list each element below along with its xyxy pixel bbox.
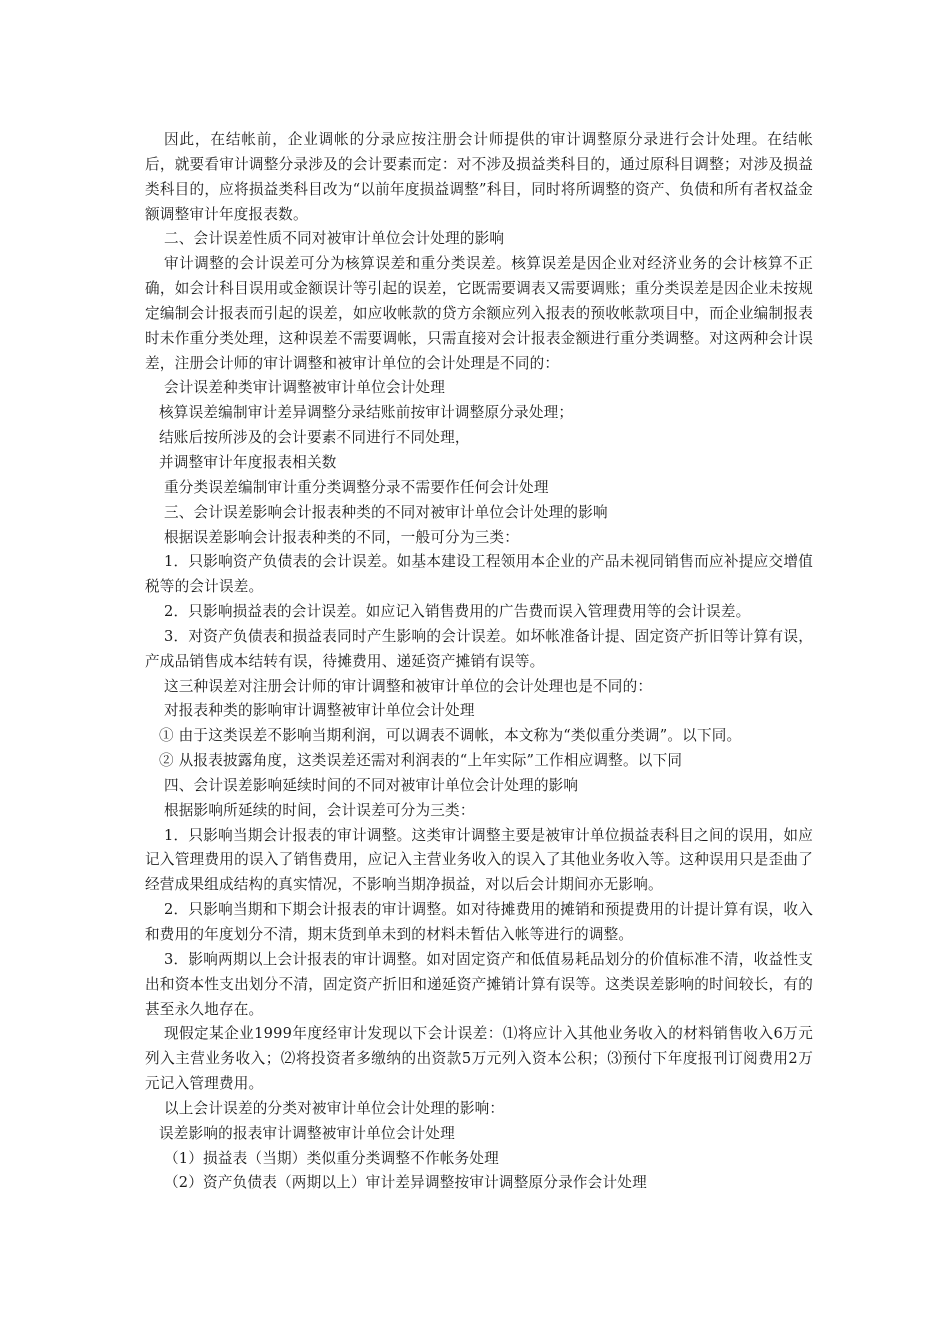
table-header-3: 误差影响的报表审计调整被审计单位会计处理 (159, 1124, 455, 1142)
paragraph-impact: 以上会计误差的分类对被审计单位会计处理的影响： (163, 1099, 505, 1117)
table-row-1: 核算误差编制审计差异调整分录结账前按审计调整原分录处理； (159, 404, 574, 422)
section-heading-4: 四、会计误差影响延续时间的不同对被审计单位会计处理的影响 (163, 776, 579, 794)
table-row-3-2: （2）资产负债表（两期以上）审计差异调整按审计调整原分录作会计处理 (163, 1174, 647, 1192)
table-header-1: 会计误差种类审计调整被审计单位会计处理 (163, 379, 446, 397)
list-item-3-1: 1．只影响资产负债表的会计误差。如基本建设工程领用本企业的产品未视同销售而应补提应交增值税等的会计误差。 (145, 553, 813, 596)
section-heading-3: 三、会计误差影响会计报表种类的不同对被审计单位会计处理的影响 (163, 503, 608, 521)
document-body (145, 128, 813, 1196)
paragraph-summary-3: 这三种误差对注册会计师的审计调整和被审计单位的会计处理也是不同的： (163, 677, 653, 695)
paragraph-1: 因此，在结帐前，企业调帐的分录应按注册会计师提供的审计调整原分录进行会计处理。在结帐后，就要看审计调整分录涉及的会计要素而定：对不涉及损益类科目的，通过原科目调整；对涉及损益类科目的，应将损益类科目改为“以前年度损益调整”科目，同时将所调整的资产、负债和所有者权益金额调整审计年度报表数。 (145, 131, 813, 223)
section-heading-2: 二、会计误差性质不同对被审计单位会计处理的影响 (163, 230, 505, 248)
list-item-4-1: 1．只影响当期会计报表的审计调整。这类审计调整主要是被审计单位损益表科目之间的误用，如应记入管理费用的误入了销售费用，应记入主营业务收入的误入了其他业务收入等。这种误用只是歪曲了经营成果组成结构的真实情况，不影响当期净损益，对以后会计期间亦无影响。 (145, 826, 813, 894)
footnote-1: ① 由于这类误差不影响当期利润，可以调表不调帐，本文称为“类似重分类调”。以下同。 (159, 727, 742, 745)
table-row-1-cont: 结账后按所涉及的会计要素不同进行不同处理， (159, 429, 470, 447)
list-item-3-2: 2．只影响损益表的会计误差。如应记入销售费用的广告费而误入管理费用等的会计误差。 (163, 603, 751, 621)
list-item-4-3: 3．影响两期以上会计报表的审计调整。如对固定资产和低值易耗品划分的价值标准不清，收益性支出和资本性支出划分不清，固定资产折旧和递延资产摊销计算有误等。这类误差影响的时间较长，有的甚至永久地存在。 (145, 950, 813, 1018)
paragraph-example: 现假定某企业1999年度经审计发现以下会计误差：⑴将应计入其他业务收入的材料销售收入6万元列入主营业务收入；⑵将投资者多缴纳的出资款5万元列入资本公积；⑶预付下年度报刊订阅费用2万元记入管理费用。 (145, 1025, 813, 1093)
footnote-2: ② 从报表披露角度，这类误差还需对利润表的“上年实际”工作相应调整。以下同 (159, 752, 683, 770)
table-row-3-1: （1）损益表（当期）类似重分类调整不作帐务处理 (163, 1149, 499, 1167)
paragraph-intro-4: 根据影响所延续的时间，会计误差可分为三类： (163, 801, 475, 819)
table-row-1-cont-2: 并调整审计年度报表相关数 (159, 453, 337, 471)
paragraph-intro-3: 根据误差影响会计报表种类的不同，一般可分为三类： (163, 528, 520, 546)
table-row-2: 重分类误差编制审计重分类调整分录不需要作任何会计处理 (163, 478, 549, 496)
paragraph-3: 审计调整的会计误差可分为核算误差和重分类误差。核算误差是因企业对经济业务的会计核算不正确，如会计科目误用或金额误计等引起的误差，它既需要调表又需要调账；重分类误差是因企业未按规定编制会计报表而引起的误差，如应收帐款的贷方余额应列入报表的预收帐款项目中，而企业编制报表时未作重分类处理，这种误差不需要调帐，只需直接对会计报表金额进行重分类调整。对这两种会计误差，注册会计师的审计调整和被审计单位的会计处理是不同的： (145, 255, 813, 372)
table-header-2: 对报表种类的影响审计调整被审计单位会计处理 (163, 702, 475, 720)
list-item-3-3: 3．对资产负债表和损益表同时产生影响的会计误差。如坏帐准备计提、固定资产折旧等计算有误，产成品销售成本结转有误，待摊费用、递延资产摊销有误等。 (145, 627, 813, 670)
list-item-4-2: 2．只影响当期和下期会计报表的审计调整。如对待摊费用的摊销和预提费用的计提计算有误，收入和费用的年度划分不清，期末货到单未到的材料未暂估入帐等进行的调整。 (145, 901, 813, 943)
